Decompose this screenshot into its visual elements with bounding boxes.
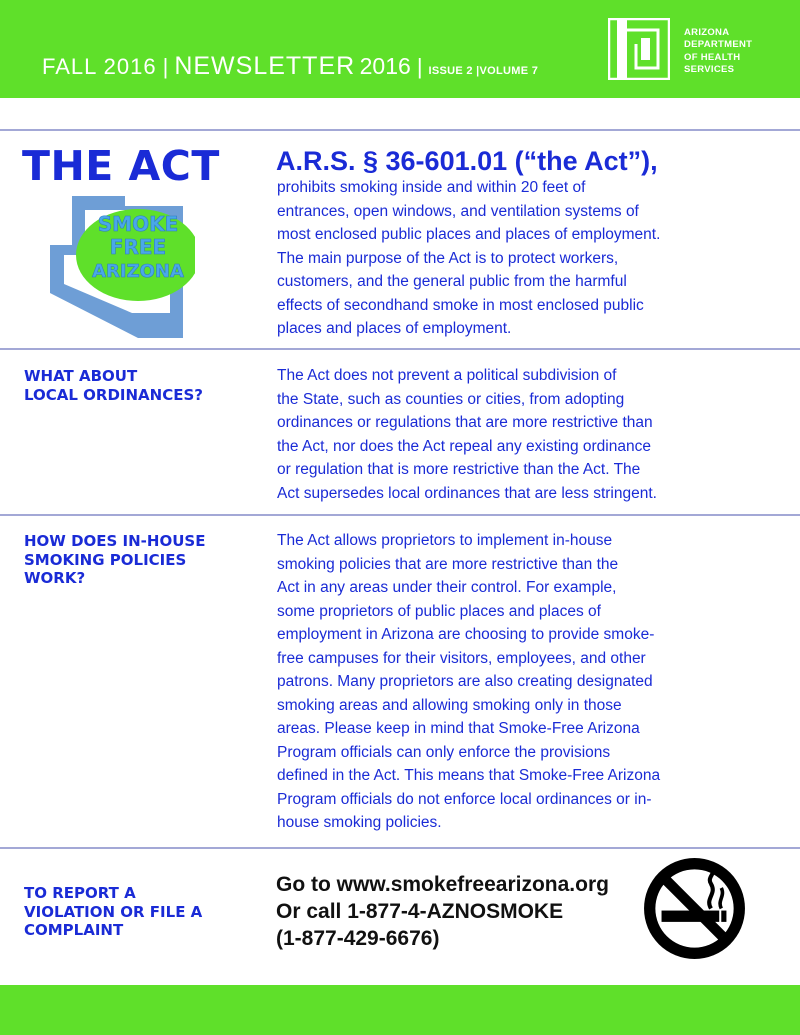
text-line: areas. Please keep in mind that Smoke-Free Arizona xyxy=(277,720,640,737)
website-line[interactable]: Go to www.smokefreearizona.org xyxy=(276,873,609,896)
newsletter-label: NEWSLETTER xyxy=(174,52,356,80)
newsletter-masthead xyxy=(42,52,538,81)
section-divider xyxy=(0,348,800,350)
footer-band xyxy=(0,985,800,1035)
text-line: the Act, nor does the Act repeal any existing ordinance xyxy=(277,437,651,455)
text-line: smoking policies that are more restrictive than the xyxy=(277,555,619,573)
text-line: Program officials can only enforce the provisions xyxy=(277,743,611,761)
report-heading xyxy=(24,884,202,940)
text-line: Program officials do not enforce local ordinances or in- xyxy=(277,790,652,808)
agency-name-line: DEPARTMENT xyxy=(684,39,753,51)
section-divider xyxy=(0,514,800,516)
badge-line: SMOKE xyxy=(97,212,179,236)
heading-line: LOCAL ORDINANCES? xyxy=(24,385,203,404)
season-label: FALL 2016 xyxy=(42,54,157,79)
text-line: some proprietors of public places and places of xyxy=(277,602,601,620)
agency-name-line: ARIZONA xyxy=(684,27,730,38)
local-ordinances-body xyxy=(277,364,657,505)
in-house-policies-heading xyxy=(24,532,205,588)
adhs-logo-icon xyxy=(608,18,670,80)
agency-name xyxy=(684,27,752,76)
phone-numeric-line[interactable]: (1-877-429-6676) xyxy=(276,927,440,950)
badge-line: ARIZONA xyxy=(92,261,184,282)
issue-volume: ISSUE 2 |VOLUME 7 xyxy=(428,65,539,77)
text-line: most enclosed public places and places of employment. xyxy=(277,226,661,243)
in-house-policies-body xyxy=(277,529,660,835)
heading-line: TO REPORT A xyxy=(24,884,136,902)
section-divider xyxy=(0,129,800,131)
text-line: effects of secondhand smoke in most enclosed public xyxy=(277,296,644,314)
text-line: The Act allows proprietors to implement in-house xyxy=(277,532,613,549)
text-line: Act in any areas under their control. For example, xyxy=(277,579,617,596)
report-contact xyxy=(276,871,609,952)
text-line: places and places of employment. xyxy=(277,320,512,337)
heading-line: SMOKING POLICIES xyxy=(24,550,187,569)
header-band xyxy=(0,0,800,98)
text-line: prohibits smoking inside and within 20 feet of xyxy=(277,179,586,196)
no-smoking-icon xyxy=(643,857,746,960)
masthead-separator: | xyxy=(416,54,423,79)
local-ordinances-heading xyxy=(24,367,203,404)
heading-line: COMPLAINT xyxy=(24,921,124,939)
phone-line[interactable]: Or call 1-877-4-AZNOSMOKE xyxy=(276,900,564,923)
newsletter-year: 2016 xyxy=(359,53,411,79)
text-line: customers, and the general public from the harmful xyxy=(277,273,627,290)
masthead-separator: | xyxy=(162,54,169,79)
act-title: THE ACT xyxy=(22,142,220,190)
text-line: free campuses for their visitors, employees, and other xyxy=(277,649,646,667)
text-line: smoking areas and allowing smoking only in those xyxy=(277,696,622,714)
section-divider xyxy=(0,847,800,849)
text-line: The Act does not prevent a political subdivision of xyxy=(277,367,617,384)
heading-line: WHAT ABOUT xyxy=(24,367,138,385)
text-line: entrances, open windows, and ventilation systems of xyxy=(277,202,639,220)
text-line: Act supersedes local ordinances that are less stringent. xyxy=(277,484,657,502)
text-line: defined in the Act. This means that Smoke-Free Arizona xyxy=(277,767,661,784)
text-line: or regulation that is more restrictive than the Act. The xyxy=(277,461,641,478)
agency-name-line: OF HEALTH xyxy=(684,51,741,63)
heading-line: HOW DOES IN-HOUSE xyxy=(24,532,206,550)
badge-line: FREE xyxy=(109,235,167,259)
smoke-free-arizona-badge xyxy=(50,193,195,338)
text-line: house smoking policies. xyxy=(277,814,442,831)
text-line: the State, such as counties or cities, from adopting xyxy=(277,390,625,408)
text-line: employment in Arizona are choosing to provide smoke- xyxy=(277,626,655,643)
agency-name-line: SERVICES xyxy=(684,63,735,75)
heading-line: WORK? xyxy=(24,569,86,587)
heading-line: VIOLATION OR FILE A xyxy=(24,902,203,921)
text-line: ordinances or regulations that are more restrictive than xyxy=(277,414,653,431)
act-description xyxy=(277,176,660,341)
text-line: patrons. Many proprietors are also creating designated xyxy=(277,673,653,690)
text-line: The main purpose of the Act is to protect workers, xyxy=(277,249,619,267)
act-heading: A.R.S. § 36-601.01 (“the Act”), xyxy=(276,146,658,176)
